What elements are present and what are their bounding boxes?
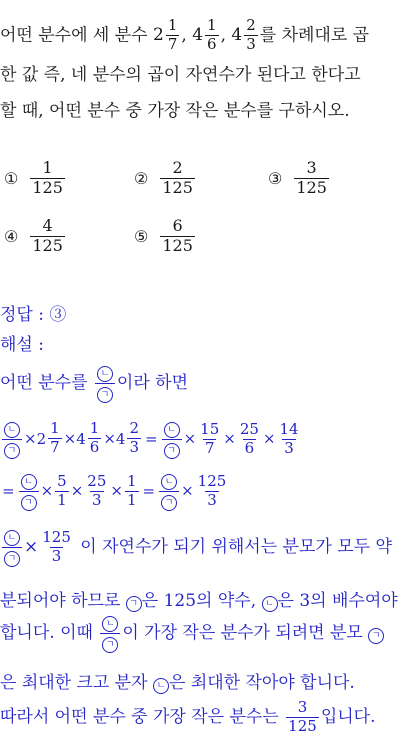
solution-intro: 어떤 분수를 $\frac{\text{ㄴ}}{\text{ㄱ}}$ 이라 하면 — [0, 364, 400, 403]
circled-letter-icon: ㄴ — [153, 678, 169, 694]
circled-letter-icon: ㄱ — [368, 628, 384, 644]
question-line-1: 어떤 분수에 세 분수 2 $\frac{1}{7}$ , 4 $\frac{1}{6}$ , 4 $\frac{2}{3}$ 를 차례대로 곱 — [0, 16, 370, 53]
circled-letter-icon: ㄱ — [126, 596, 142, 612]
choice-2[interactable]: ② $\frac{2}{125}$ — [134, 158, 193, 197]
choice-3[interactable]: ③ $\frac{3}{125}$ — [268, 158, 327, 197]
solution-line-c: 합니다. 이때 $\frac{\text{ㄴ}}{\text{ㄱ}}$ 이 가장 작은 분수가 되려면 분모 ㄱ — [0, 614, 400, 653]
mixed-number: 2 $\frac{1}{7}$ — [153, 16, 178, 53]
solution-equation-2: = $\frac{\text{ㄴ}}{\text{ㄱ}}$ × $\frac{5}{1}$ × $\frac{25}{3}$ × $\frac{1}{1}$ = $\frac{\text{ㄴ}}{\text{ㄱ}}$ × $\frac{125}{3}$ — [2, 472, 227, 509]
circled-fraction: $\frac{\text{ㄴ}}{\text{ㄱ}}$ — [2, 420, 22, 459]
solution-line-e: 따라서 어떤 분수 중 가장 작은 분수는 $\frac{3}{125}$ 입니다. — [0, 698, 376, 735]
solution-line-d: 은 최대한 크고 분자 ㄴ 은 최대한 작아야 합니다. — [0, 673, 355, 693]
choice-4[interactable]: ④ $\frac{4}{125}$ — [4, 216, 63, 255]
question-line-3: 할 때, 어떤 분수 중 가장 작은 분수를 구하시오. — [0, 101, 350, 121]
question-line-2: 한 값 즉, 네 분수의 곱이 자연수가 된다고 한다고 — [0, 65, 361, 85]
solution-equation-1: $\frac{\text{ㄴ}}{\text{ㄱ}}$ × 2 $\frac{1}{7}$ × 4 $\frac{1}{6}$ × 4 $\frac{2}{3}$ = $\frac{\text{ㄴ}}{\text{ㄱ}}$ × $\frac{15}{7}$ × $\frac{25}{6}$ × $\frac{14}{3}$ — [0, 420, 400, 459]
question-text: 를 차례대로 곱 — [259, 25, 370, 46]
answer-label: 정답 : ③ — [0, 305, 67, 325]
mixed-number: 4 $\frac{1}{6}$ — [192, 16, 217, 53]
solution-line-a: $\frac{\text{ㄴ}}{\text{ㄱ}}$ × $\frac{125}{3}$ 이 자연수가 되기 위해서는 분모가 모두 약 — [0, 528, 400, 567]
circled-fraction: $\frac{\text{ㄴ}}{\text{ㄱ}}$ — [2, 528, 22, 567]
choice-5[interactable]: ⑤ $\frac{6}{125}$ — [134, 216, 193, 255]
circled-fraction: $\frac{\text{ㄴ}}{\text{ㄱ}}$ — [95, 364, 115, 403]
choice-1[interactable]: ① $\frac{1}{125}$ — [4, 158, 63, 197]
circled-letter-icon: ㄴ — [262, 596, 278, 612]
mixed-number: 4 $\frac{2}{3}$ — [231, 16, 256, 53]
question-text: 어떤 분수에 세 분수 — [0, 25, 148, 46]
circled-fraction: $\frac{\text{ㄴ}}{\text{ㄱ}}$ — [100, 614, 120, 653]
solution-line-b: 분되어야 하므로 ㄱ 은 125의 약수, ㄴ 은 3의 배수여야 — [0, 591, 398, 611]
solution-label: 해설 : — [0, 335, 44, 355]
